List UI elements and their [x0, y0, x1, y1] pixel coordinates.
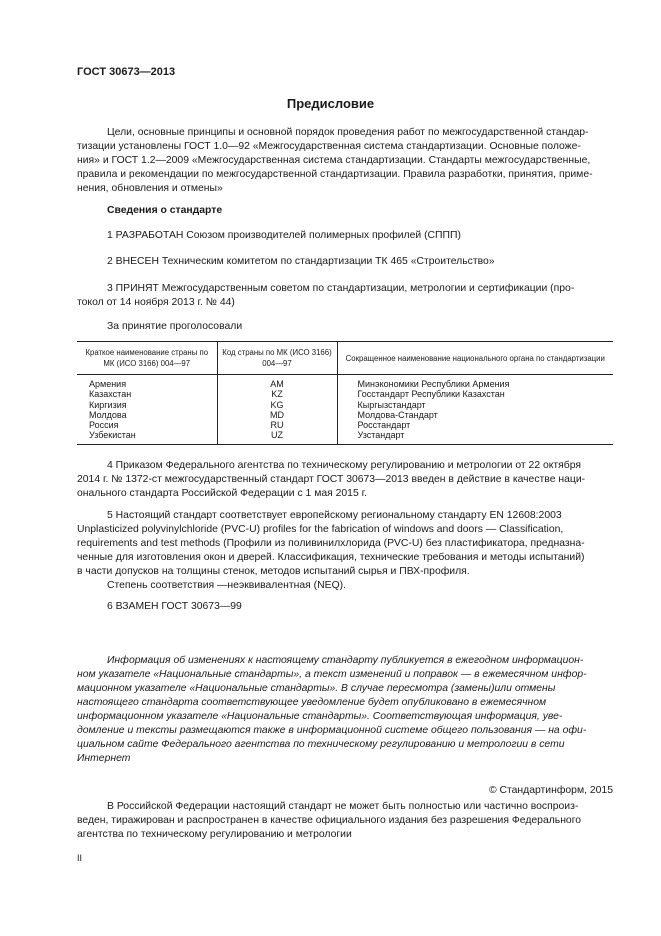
cell-country: Россия: [89, 420, 119, 431]
conformity-degree: Степень соответствия —неэквивалентная (NEQ).: [107, 580, 346, 591]
cell-body: Молдова-Стандарт: [337, 410, 613, 420]
item-replaces: 6 ВЗАМЕН ГОСТ 30673—99: [107, 601, 242, 612]
cell-code: MD: [217, 410, 337, 420]
table-row: [77, 410, 613, 420]
intro-paragraph: [77, 126, 616, 196]
text-line: нения, обновления и отмены»: [77, 183, 223, 194]
cell-code: KG: [217, 400, 337, 410]
document-code-header: ГОСТ 30673—2013: [77, 66, 176, 78]
cell-country: Казахстан: [89, 389, 132, 400]
item-introduced: 2 ВНЕСЕН Техническим комитетом по стандартизации ТК 465 «Строительство»: [107, 256, 495, 267]
text-line: агентства по техническому регулированию и метрологии: [77, 829, 352, 840]
text-line: Информация об изменениях к настоящему стандарту публикуется в ежегодном информацион-: [107, 655, 584, 666]
text-line: настоящего стандарта соответствующее уведомление будет опубликовано в ежемесячном: [77, 697, 547, 708]
cell-body: Госстандарт Республики Казахстан: [337, 389, 613, 399]
text-line: токол от 14 ноября 2013 г. № 44): [77, 297, 235, 308]
cell-code: RU: [217, 420, 337, 430]
text-line: правила и рекомендации по межгосударственной стандартизации. Правила разработки, принятия, приме-: [77, 169, 593, 180]
text-line: ния» и ГОСТ 1.2—2009 «Межгосударственная система стандартизации. Стандарты межгосударственные,: [77, 155, 591, 166]
copyright: © Стандартинформ, 2015: [488, 785, 613, 796]
text-line: Unplasticized polyvinylchloride (PVC-U) profiles for the fabrication of windows and doors — Classification,: [77, 524, 564, 535]
voted-label: За принятие проголосовали: [107, 321, 243, 332]
cell-country: Киргизия: [89, 399, 127, 410]
text-line: Цели, основные принципы и основной порядок проведения работ по межгосударственной стандар-: [107, 127, 589, 138]
table-row: [77, 375, 613, 390]
cell-code: KZ: [217, 389, 337, 399]
cell-country: Узбекистан: [77, 430, 217, 444]
text-line: веден, тиражирован и распространен в качестве официального издания без разрешения Федерального: [77, 815, 582, 826]
text-line: Интернет: [77, 753, 131, 764]
amendments-notice: [77, 654, 616, 766]
rights-notice: [77, 800, 616, 842]
item-adopted: [77, 282, 616, 310]
text-line: 3 ПРИНЯТ Межгосударственным советом по стандартизации, метрологии и сертификации (про-: [107, 283, 575, 294]
text-line: В Российской Федерации настоящий стандарт не может быть полностью или частично воспроиз-: [107, 801, 579, 812]
item-conformity: [77, 509, 616, 593]
text-line: requirements and test methods (Профили из поливинилхлорида (PVC-U) без пластификатора, предназна-: [77, 538, 585, 549]
cell-code: UZ: [217, 430, 337, 444]
cell-body: Кыргызстандарт: [337, 400, 613, 410]
page-title: Предисловие: [286, 96, 375, 111]
cell-body: Минэкономики Республики Армения: [337, 375, 613, 390]
table-row: [77, 430, 613, 444]
text-line: циальном сайте Федерального агентства по техническому регулированию и метрологии в сети: [77, 739, 565, 750]
column-header-body: Сокращенное наименование национального органа по стандартизации: [337, 342, 613, 375]
table-header-row: [77, 342, 613, 375]
column-header-code: Код страны по МК (ИСО 3166) 004—97: [217, 342, 337, 375]
text-line: 2014 г. № 1372-ст межгосударственный стандарт ГОСТ 30673—2013 введен в действие в качестве наци-: [77, 474, 586, 485]
item-developed: 1 РАЗРАБОТАН Союзом производителей полимерных профилей (СППП): [107, 230, 461, 241]
text-line: в части допусков на толщины стенок, методов испытаний сырья и ПВХ-профиля.: [77, 566, 470, 577]
voting-table: [77, 341, 613, 445]
item-enacted: [77, 459, 616, 501]
text-line: тизации установлены ГОСТ 1.0—92 «Межгосударственная система стандартизации. Основные положе-: [77, 141, 581, 152]
text-line: ченные для изготовления окон и дверей. Классификация, технические требования и методы испытаний): [77, 552, 585, 563]
page-number: II: [77, 853, 83, 863]
text-line: 5 Настоящий стандарт соответствует европейскому региональному стандарту EN 12608:2003: [107, 510, 562, 521]
table-row: [77, 389, 613, 399]
text-line: мационном указателе «Национальные стандарты». В случае пересмотра (замены)или отмены: [77, 683, 556, 694]
table-row: [77, 400, 613, 410]
column-header-country: Краткое наименование страны по МК (ИСО 3166) 004—97: [77, 342, 217, 375]
text-line: 4 Приказом Федерального агентства по техническому регулированию и метрологии от 22 октября: [107, 460, 582, 471]
cell-country: Молдова: [89, 409, 127, 420]
cell-code: AM: [217, 375, 337, 390]
text-line: домление и тексты размещаются также в информационной системе общего пользования — на офи-: [77, 725, 587, 736]
text-line: информационном указателе «Национальные стандарты». Соответствующая информация, уве-: [77, 711, 563, 722]
cell-body: Росстандарт: [337, 420, 613, 430]
text-line: ном указателе «Национальные стандарты», а текст изменений и поправок — в ежемесячном инфор-: [77, 669, 587, 680]
text-line: онального стандарта Российской Федерации с 1 мая 2015 г.: [77, 488, 368, 499]
table-row: [77, 420, 613, 430]
info-heading: Сведения о стандарте: [107, 205, 223, 216]
cell-country: Армения: [89, 379, 127, 389]
cell-body: Узстандарт: [337, 430, 613, 444]
